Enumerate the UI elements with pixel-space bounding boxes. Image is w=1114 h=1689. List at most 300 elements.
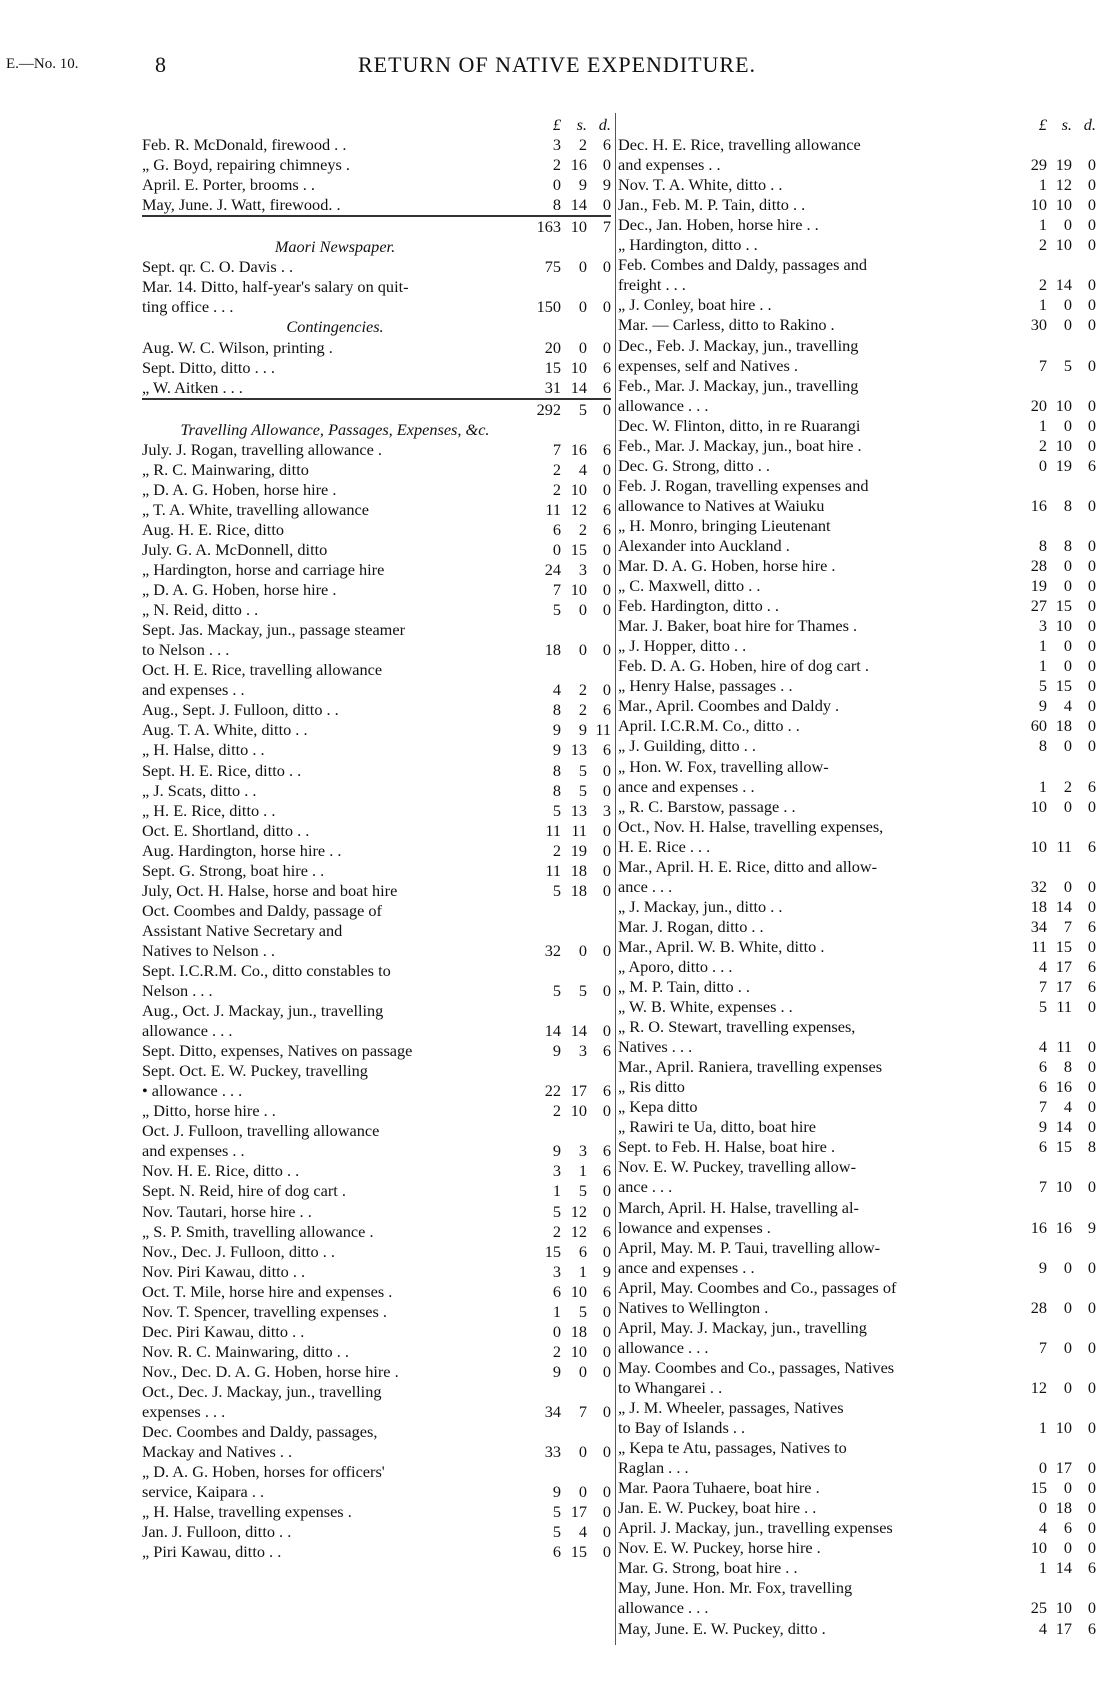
- amount-shillings: 13: [570, 740, 587, 760]
- entry-amount: [1009, 696, 1096, 716]
- entry-amount: [1009, 175, 1096, 195]
- ledger-row: [618, 416, 1096, 436]
- entry-amount: [524, 580, 611, 600]
- amount-pounds: 9: [552, 720, 561, 740]
- entry-description: „ Hardington, horse and carriage hire: [142, 560, 385, 580]
- entry-description: Nov. T. A. White, ditto . .: [618, 175, 783, 195]
- amount-pounds: 7: [1038, 1097, 1047, 1117]
- entry-amount: [1009, 636, 1096, 656]
- amount-pence: 0: [602, 840, 611, 860]
- amount-pence: 0: [602, 940, 611, 960]
- section-heading-text: Maori Newspaper.: [274, 237, 396, 257]
- amount-pence: 9: [602, 1261, 611, 1281]
- amount-pence: 0: [1087, 1257, 1096, 1277]
- entry-amount: [1009, 235, 1096, 255]
- ledger-row: [618, 1478, 1096, 1498]
- entry-description: H. E. Rice . . .: [618, 836, 711, 856]
- entry-amount: [1009, 556, 1096, 576]
- amount-shillings: 17: [1055, 956, 1072, 976]
- entry-amount: [524, 1262, 611, 1282]
- ledger-row: [618, 636, 1096, 656]
- entry-description: „ Hon. W. Fox, travelling allow-: [618, 756, 829, 776]
- amount-shillings: 1: [578, 1261, 587, 1281]
- ledger-row: [618, 897, 1096, 917]
- amount-shillings: 0: [1063, 656, 1072, 676]
- amount-pence: 0: [1087, 1177, 1096, 1197]
- ledger-row: [142, 1001, 611, 1021]
- amount-shillings: 18: [1055, 716, 1072, 736]
- ledger-row: [618, 1017, 1096, 1037]
- entry-amount: [1009, 917, 1096, 937]
- ledger-row: [142, 1282, 611, 1302]
- amount-pounds: 1: [1038, 776, 1047, 796]
- amount-pounds: 3: [1038, 616, 1047, 636]
- total-row: [142, 216, 611, 237]
- entry-amount: [1009, 215, 1096, 235]
- entry-description: Jan. E. W. Puckey, boat hire . .: [618, 1498, 817, 1518]
- amount-pounds: 18: [1030, 896, 1047, 916]
- entry-description: „ H. E. Rice, ditto . .: [142, 800, 276, 820]
- entry-amount: [524, 135, 611, 155]
- amount-pounds: 2: [552, 1101, 561, 1121]
- entry-amount: [524, 1041, 611, 1061]
- entry-amount: [1009, 937, 1096, 957]
- entry-amount: [524, 378, 611, 398]
- amount-pounds: 1: [1038, 1418, 1047, 1438]
- entry-description: „ R. C. Mainwaring, ditto: [142, 459, 309, 479]
- ledger-row: [618, 436, 1096, 456]
- amount-pence: 0: [602, 981, 611, 1001]
- amount-pence: 0: [602, 580, 611, 600]
- entry-amount: [524, 1282, 611, 1302]
- section-heading: [142, 317, 611, 337]
- ledger-row: [618, 175, 1096, 195]
- amount-pence: 6: [1087, 916, 1096, 936]
- amount-pounds: 4: [552, 680, 561, 700]
- ledger-row: [618, 456, 1096, 476]
- amount-pence: 0: [602, 459, 611, 479]
- amount-pounds: 20: [544, 337, 561, 357]
- entry-amount: [524, 358, 611, 378]
- entry-description: Mar. D. A. G. Hoben, horse hire .: [618, 556, 836, 576]
- ledger-row: [142, 540, 611, 560]
- amount-pounds: 31: [544, 377, 561, 397]
- amount-shillings: 10: [570, 1341, 587, 1361]
- amount-pounds: 2: [552, 1341, 561, 1361]
- ledger-row: [142, 881, 611, 901]
- amount-pence: 6: [1087, 836, 1096, 856]
- entry-description: April. E. Porter, brooms . .: [142, 175, 315, 195]
- ledger-row: [618, 315, 1096, 335]
- amount-pounds: 9: [552, 1361, 561, 1381]
- amount-pounds: 10: [1030, 836, 1047, 856]
- ledger-row: [618, 797, 1096, 817]
- amount-pounds: 8: [1038, 535, 1047, 555]
- entry-description: ting office . . .: [142, 297, 234, 317]
- amount-pounds: 1: [1038, 415, 1047, 435]
- amount-pounds: 24: [544, 560, 561, 580]
- entry-description: Natives . . .: [618, 1037, 693, 1057]
- amount-pounds: 1: [1038, 1558, 1047, 1578]
- entry-description: Oct., Nov. H. Halse, travelling expenses,: [618, 816, 884, 836]
- entry-amount: [524, 500, 611, 520]
- entry-description: „ Aporo, ditto . . .: [618, 956, 733, 976]
- ledger-row: [142, 861, 611, 881]
- entry-amount: [1009, 1418, 1096, 1438]
- entry-amount: [524, 680, 611, 700]
- ledger-row: [142, 358, 611, 378]
- amount-pence: 0: [1087, 616, 1096, 636]
- ledger-row: [618, 1117, 1096, 1137]
- amount-pounds: 32: [1030, 876, 1047, 896]
- entry-description: Aug. H. E. Rice, ditto: [142, 519, 284, 539]
- ledger-row: [142, 297, 611, 317]
- amount-pence: 0: [1087, 355, 1096, 375]
- amount-shillings: 14: [1055, 275, 1072, 295]
- ledger-row: [618, 1498, 1096, 1518]
- entry-description: to Whangarei . .: [618, 1377, 723, 1397]
- ledger-row: [142, 1402, 611, 1422]
- amount-pounds: 7: [1038, 1337, 1047, 1357]
- amount-shillings: 0: [1063, 415, 1072, 435]
- entry-description: ance and expenses . .: [618, 776, 755, 796]
- amount-shillings: 0: [578, 257, 587, 277]
- amount-pounds: 10: [1030, 796, 1047, 816]
- amount-shillings: 10: [1055, 1177, 1072, 1197]
- amount-shillings: 12: [570, 1221, 587, 1241]
- amount-shillings: 10: [1055, 435, 1072, 455]
- amount-shillings: 10: [1055, 1418, 1072, 1438]
- amount-shillings: 5: [578, 1301, 587, 1321]
- amount-pounds: 4: [1038, 1618, 1047, 1638]
- amount-pounds: 0: [1038, 1498, 1047, 1518]
- ledger-row: [142, 460, 611, 480]
- amount-pence: 0: [602, 297, 611, 317]
- amount-pounds: 6: [1038, 1077, 1047, 1097]
- amount-shillings: 15: [1055, 596, 1072, 616]
- entry-description: Aug. W. C. Wilson, printing .: [142, 337, 333, 357]
- ledger-row: [142, 1222, 611, 1242]
- amount-shillings: 0: [578, 600, 587, 620]
- entry-description: expenses, self and Natives .: [618, 355, 798, 375]
- entry-description: Sept. H. E. Rice, ditto . .: [142, 760, 302, 780]
- amount-pence: 6: [602, 377, 611, 397]
- entry-description: „ T. A. White, travelling allowance: [142, 499, 369, 519]
- entry-amount: [1009, 1057, 1096, 1077]
- entry-amount: [1009, 716, 1096, 736]
- amount-pence: 0: [602, 880, 611, 900]
- ledger-row: [142, 135, 611, 155]
- entry-amount: [524, 881, 611, 901]
- amount-shillings: 10: [570, 580, 587, 600]
- amount-pounds: 16: [1030, 495, 1047, 515]
- ledger-row: [618, 1438, 1096, 1458]
- entry-description: Aug., Sept. J. Fulloon, ditto . .: [142, 700, 339, 720]
- entry-description: „ M. P. Tain, ditto . .: [618, 977, 750, 997]
- amount-pounds: 5: [552, 1502, 561, 1522]
- entry-description: Oct. H. E. Rice, travelling allowance: [142, 660, 383, 680]
- amount-pence: 0: [1087, 195, 1096, 215]
- currency-header: [142, 115, 611, 135]
- amount-pence: 0: [602, 1402, 611, 1421]
- amount-pounds: 25: [1030, 1598, 1047, 1618]
- ledger-row: [142, 1542, 611, 1562]
- amount-pounds: 1: [1038, 175, 1047, 195]
- amount-pounds: 0: [1038, 455, 1047, 475]
- amount-shillings: 13: [570, 800, 587, 820]
- amount-pounds: 15: [544, 1241, 561, 1261]
- amount-pence: 0: [602, 539, 611, 559]
- entry-description: Nov. E. W. Puckey, travelling allow-: [618, 1157, 856, 1177]
- entry-amount: [524, 520, 611, 540]
- ledger-row: [142, 740, 611, 760]
- amount-pounds: 1: [1038, 215, 1047, 235]
- amount-pence: 6: [602, 1041, 611, 1061]
- entry-amount: [524, 1502, 611, 1522]
- amount-shillings: 5: [578, 1181, 587, 1201]
- amount-shillings: 6: [578, 1241, 587, 1261]
- entry-description: April, May. M. P. Taui, travelling allow-: [618, 1237, 881, 1257]
- entry-amount: [524, 257, 611, 277]
- amount-shillings: 9: [578, 175, 587, 195]
- entry-description: Mar. 14. Ditto, half-year's salary on quit-: [142, 277, 409, 297]
- amount-pence: 0: [1087, 696, 1096, 716]
- ledger-row: [618, 857, 1096, 877]
- ledger-row: [618, 275, 1096, 295]
- entry-description: „ J. Guilding, ditto . .: [618, 736, 756, 756]
- entry-amount: [524, 1021, 611, 1041]
- entry-description: Mar. J. Baker, boat hire for Thames .: [618, 616, 858, 636]
- entry-description: Feb., Mar. J. Mackay, jun., boat hire .: [618, 435, 862, 455]
- ledger-row: [618, 777, 1096, 797]
- entry-amount: [1009, 1538, 1096, 1558]
- ledger-row: [618, 1298, 1096, 1318]
- entry-description: Raglan . . .: [618, 1458, 689, 1478]
- amount-pounds: 6: [1038, 1137, 1047, 1157]
- amount-pounds: 12: [1030, 1377, 1047, 1397]
- amount-pence: 6: [602, 357, 611, 377]
- amount-pounds: 9: [1038, 696, 1047, 716]
- entry-amount: [524, 640, 611, 660]
- amount-shillings: 7: [1063, 916, 1072, 936]
- amount-shillings: 5: [578, 981, 587, 1001]
- amount-shillings: 3: [578, 1041, 587, 1061]
- currency-columns: [524, 115, 611, 135]
- amount-pence: 3: [602, 800, 611, 820]
- amount-shillings: 3: [578, 1141, 587, 1161]
- ledger-row: [618, 757, 1096, 777]
- entry-amount: [1009, 275, 1096, 295]
- column-divider: [615, 113, 616, 1645]
- amount-shillings: 0: [578, 1482, 587, 1502]
- ledger-row: [142, 781, 611, 801]
- amount-shillings: 16: [1055, 1217, 1072, 1237]
- entry-description: Dec. W. Flinton, ditto, in re Ruarangi: [618, 415, 861, 435]
- amount-pence: 0: [1087, 936, 1096, 956]
- amount-pence: 6: [1087, 1558, 1096, 1578]
- amount-pence: 0: [1087, 315, 1096, 335]
- amount-pounds: 2: [552, 479, 561, 499]
- ledger-row: [142, 1522, 611, 1542]
- entry-description: „ R. O. Stewart, travelling expenses,: [618, 1017, 856, 1037]
- amount-shillings: 0: [1063, 736, 1072, 756]
- ledger-row: [142, 1422, 611, 1442]
- amount-shillings: 19: [1055, 455, 1072, 475]
- amount-pence: 6: [602, 519, 611, 539]
- entry-amount: [524, 1442, 611, 1462]
- ledger-row: [142, 1382, 611, 1402]
- amount-pence: 0: [602, 195, 611, 215]
- amount-shillings: 5: [578, 780, 587, 800]
- entry-amount: [524, 781, 611, 801]
- entry-description: May, June. E. W. Puckey, ditto .: [618, 1618, 826, 1638]
- entry-amount: [1009, 356, 1096, 376]
- entry-amount: [1009, 315, 1096, 335]
- entry-amount: [1009, 1117, 1096, 1137]
- amount-pence: 0: [1087, 1337, 1096, 1357]
- amount-pence: 0: [602, 860, 611, 880]
- left-column: [142, 115, 611, 1562]
- entry-amount: [1009, 797, 1096, 817]
- amount-pounds: 29: [1030, 155, 1047, 175]
- amount-shillings: 10: [570, 1281, 587, 1301]
- amount-pence: 0: [1087, 535, 1096, 555]
- amount-shillings: 12: [570, 1201, 587, 1221]
- amount-pounds: 11: [545, 860, 561, 880]
- amount-pounds: 15: [1030, 1478, 1047, 1498]
- entry-amount: [524, 1222, 611, 1242]
- amount-pence: 6: [602, 740, 611, 760]
- entry-amount: [524, 1322, 611, 1342]
- entry-amount: [524, 1161, 611, 1181]
- amount-pounds: 8: [552, 760, 561, 780]
- ledger-row: [618, 1358, 1096, 1378]
- ledger-row: [142, 720, 611, 740]
- amount-pounds: 28: [1030, 556, 1047, 576]
- entry-description: Alexander into Auckland .: [618, 535, 790, 555]
- amount-pence: 6: [602, 1281, 611, 1301]
- amount-pence: 0: [602, 1542, 611, 1562]
- amount-shillings: 15: [1055, 676, 1072, 696]
- amount-shillings: 15: [1055, 936, 1072, 956]
- entry-description: April. I.C.R.M. Co., ditto . .: [618, 716, 800, 736]
- amount-pounds: 0: [1038, 1458, 1047, 1478]
- entry-description: „ Kepa ditto: [618, 1097, 698, 1117]
- amount-pounds: 33: [544, 1442, 561, 1462]
- amount-pence: 0: [602, 257, 611, 277]
- entry-description: July. J. Rogan, travelling allowance .: [142, 439, 382, 459]
- amount-shillings: 8: [1063, 535, 1072, 555]
- entry-amount: [524, 841, 611, 861]
- amount-shillings: 4: [578, 459, 587, 479]
- entry-amount: [1009, 1077, 1096, 1097]
- ledger-row: [142, 175, 611, 195]
- amount-pounds: 10: [1030, 195, 1047, 215]
- ledger-row: [618, 356, 1096, 376]
- entry-amount: [524, 861, 611, 881]
- entry-description: ance . . .: [618, 876, 673, 896]
- ledger-row: [142, 821, 611, 841]
- amount-shillings: 10: [570, 1101, 587, 1121]
- ledger-row: [142, 1502, 611, 1522]
- amount-shillings: 18: [570, 860, 587, 880]
- entry-amount: [1009, 496, 1096, 516]
- entry-amount: [524, 821, 611, 841]
- amount-pence: 0: [1087, 896, 1096, 916]
- ledger-row: [618, 235, 1096, 255]
- amount-pence: 0: [602, 600, 611, 620]
- amount-shillings: 4: [1063, 1097, 1072, 1117]
- amount-pounds: 2: [552, 840, 561, 860]
- amount-shillings: 18: [1055, 1498, 1072, 1518]
- amount-pence: 6: [1087, 956, 1096, 976]
- entry-description: and expenses . .: [142, 680, 245, 700]
- amount-pence: 0: [602, 1101, 611, 1121]
- amount-pounds: 6: [1038, 1057, 1047, 1077]
- amount-pence: 0: [1087, 556, 1096, 576]
- entry-amount: [1009, 1218, 1096, 1238]
- entry-description: allowance to Natives at Waiuku: [618, 495, 825, 515]
- ledger-row: [618, 917, 1096, 937]
- ledger-row: [618, 516, 1096, 536]
- amount-shillings: 0: [1063, 576, 1072, 596]
- amount-shillings: 16: [1055, 1077, 1072, 1097]
- entry-description: May, June. Hon. Mr. Fox, travelling: [618, 1578, 853, 1598]
- entry-description: Assistant Native Secretary and: [142, 920, 343, 940]
- page-header: [0, 52, 1114, 86]
- entry-amount: [1009, 1498, 1096, 1518]
- ledger-row: [142, 1362, 611, 1382]
- ledger-row: [618, 155, 1096, 175]
- amount-pence: 0: [602, 1442, 611, 1462]
- entry-description: Jan. J. Fulloon, ditto . .: [142, 1522, 292, 1542]
- amount-pounds: 2: [1038, 435, 1047, 455]
- entry-description: Nov., Dec. D. A. G. Hoben, horse hire .: [142, 1361, 399, 1381]
- entry-description: Sept. Jas. Mackay, jun., passage steamer: [142, 620, 405, 640]
- pounds-heading: £: [552, 115, 561, 134]
- amount-pence: 6: [1087, 1618, 1096, 1638]
- ledger-row: [618, 837, 1096, 857]
- entry-description: March, April. H. Halse, travelling al-: [618, 1197, 859, 1217]
- amount-pounds: 6: [552, 1281, 561, 1301]
- amount-pounds: 2: [552, 155, 561, 175]
- amount-pence: 0: [1087, 395, 1096, 415]
- amount-pence: 0: [602, 1201, 611, 1221]
- ledger-row: [618, 476, 1096, 496]
- amount-pounds: 5: [552, 880, 561, 900]
- entry-description: Aug., Oct. J. Mackay, jun., travelling: [142, 1001, 384, 1021]
- amount-pounds: 5: [552, 1522, 561, 1542]
- entry-description: • allowance . . .: [142, 1081, 243, 1101]
- amount-pounds: 27: [1030, 596, 1047, 616]
- amount-shillings: 5: [578, 760, 587, 780]
- entry-amount: [524, 700, 611, 720]
- ledger-row: [142, 961, 611, 981]
- entry-amount: [1009, 957, 1096, 977]
- entry-amount: [1009, 416, 1096, 436]
- entry-description: Natives to Wellington .: [618, 1297, 769, 1317]
- entry-amount: [1009, 1298, 1096, 1318]
- amount-pounds: 2: [552, 1221, 561, 1241]
- entry-amount: [1009, 977, 1096, 997]
- entry-description: „ J. M. Wheeler, passages, Natives: [618, 1398, 844, 1417]
- entry-description: „ S. P. Smith, travelling allowance .: [142, 1221, 374, 1241]
- ledger-row: [618, 877, 1096, 897]
- amount-pounds: 28: [1030, 1297, 1047, 1317]
- amount-pence: 6: [602, 1081, 611, 1101]
- entry-amount: [524, 560, 611, 580]
- amount-shillings: 4: [1063, 696, 1072, 716]
